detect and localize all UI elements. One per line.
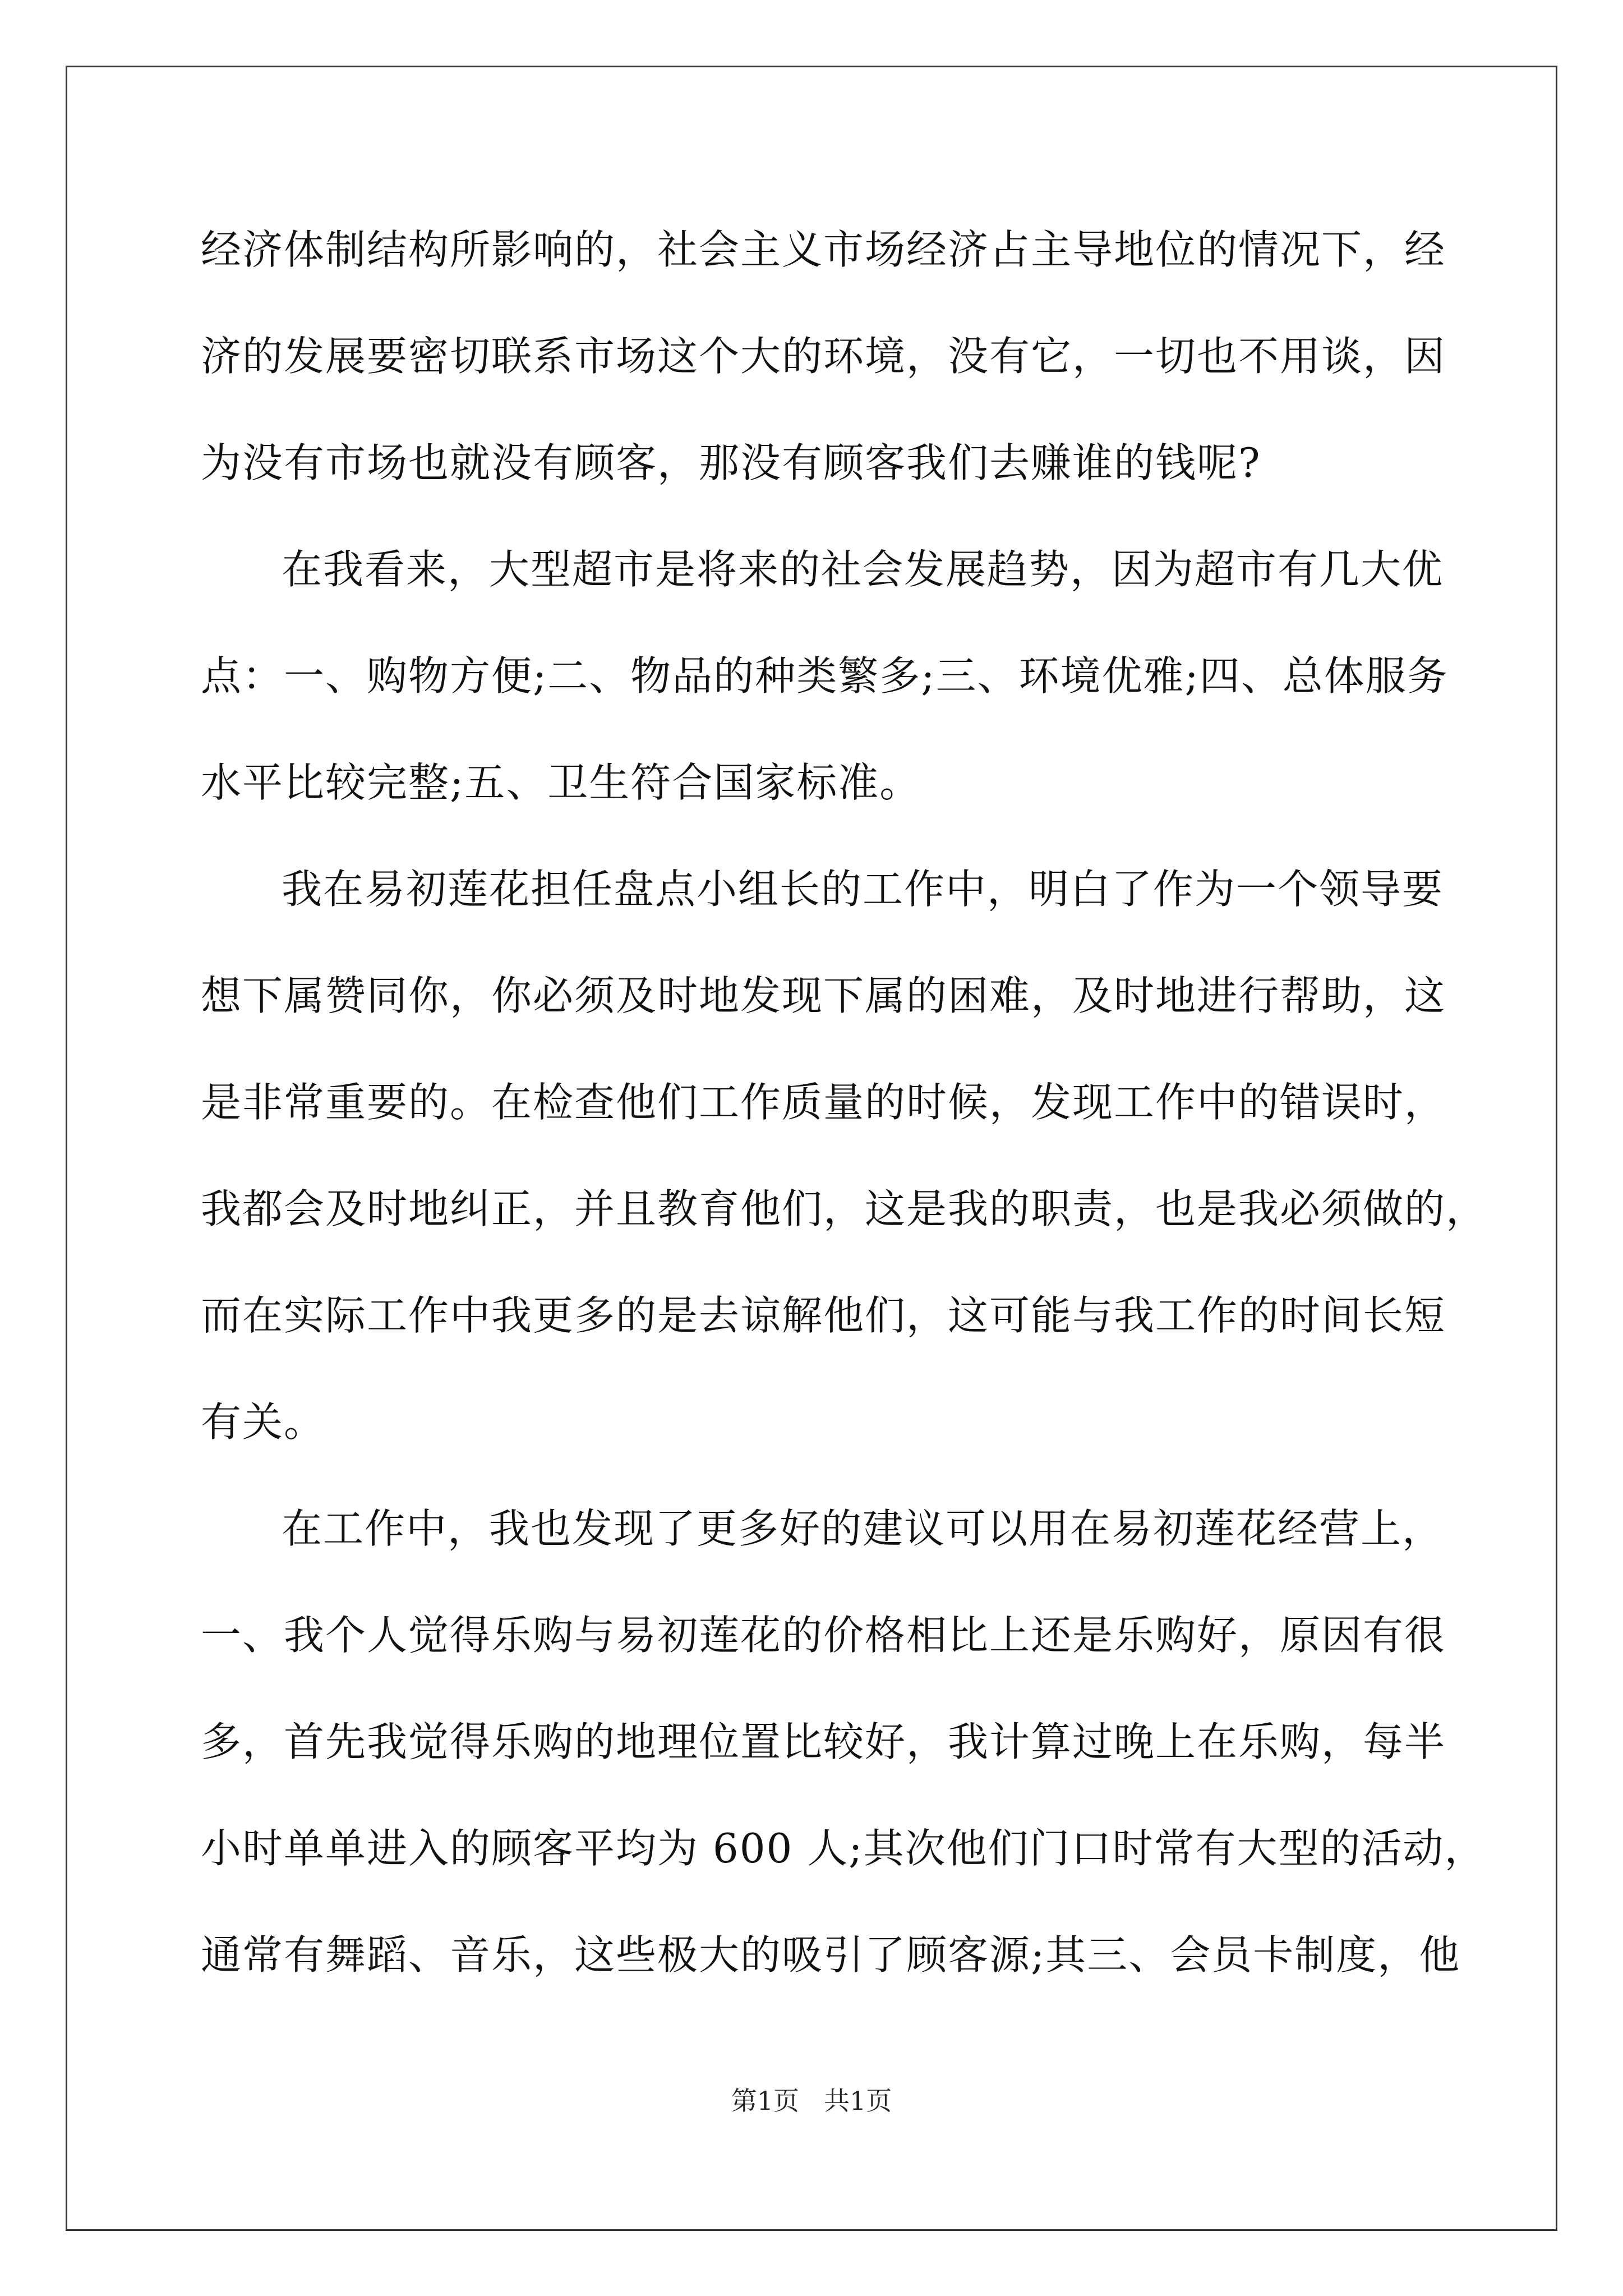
- page-total: 共1页: [823, 2086, 892, 2116]
- page-number: 第1页: [731, 2086, 800, 2116]
- text-line: 小时单单进入的顾客平均为 600 人;其次他们门口时常有大型的活动，: [201, 1825, 1486, 1872]
- text-line: 点：一、购物方便;二、物品的种类繁多;三、环境优雅;四、总体服务: [201, 652, 1449, 700]
- text-line: 想下属赞同你，你必须及时地发现下属的困难，及时地进行帮助，这: [201, 972, 1446, 1019]
- paragraph-start-line: 我在易初莲花担任盘点小组长的工作中，明白了作为一个领导要: [282, 866, 1444, 913]
- text-line: 多，首先我觉得乐购的地理位置比较好，我计算过晚上在乐购，每半: [201, 1718, 1446, 1765]
- text-line: 有关。: [201, 1398, 326, 1446]
- document-body: [201, 219, 1488, 2031]
- text-line: 一、我个人觉得乐购与易初莲花的价格相比上还是乐购好，原因有很: [201, 1612, 1446, 1659]
- paragraph-start-line: 在我看来，大型超市是将来的社会发展趋势，因为超市有几大优: [282, 546, 1444, 593]
- paragraph-start-line: 在工作中，我也发现了更多好的建议可以用在易初莲花经营上，: [282, 1505, 1444, 1552]
- text-line: 而在实际工作中我更多的是去谅解他们，这可能与我工作的时间长短: [201, 1292, 1446, 1339]
- text-line: 济的发展要密切联系市场这个大的环境，没有它，一切也不用谈，因: [201, 333, 1446, 380]
- page-footer: [0, 2084, 1623, 2118]
- text-line: 水平比较完整;五、卫生符合国家标准。: [201, 759, 921, 806]
- text-line: 为没有市场也就没有顾客，那没有顾客我们去赚谁的钱呢?: [201, 439, 1261, 486]
- text-line: 通常有舞蹈、音乐，这些极大的吸引了顾客源;其三、会员卡制度，他: [201, 1931, 1461, 1978]
- text-line: 经济体制结构所影响的，社会主义市场经济占主导地位的情况下，经: [201, 226, 1446, 273]
- text-line: 我都会及时地纠正，并且教育他们，这是我的职责，也是我必须做的，: [201, 1185, 1488, 1232]
- text-line: 是非常重要的。在检查他们工作质量的时候，发现工作中的错误时，: [201, 1079, 1446, 1126]
